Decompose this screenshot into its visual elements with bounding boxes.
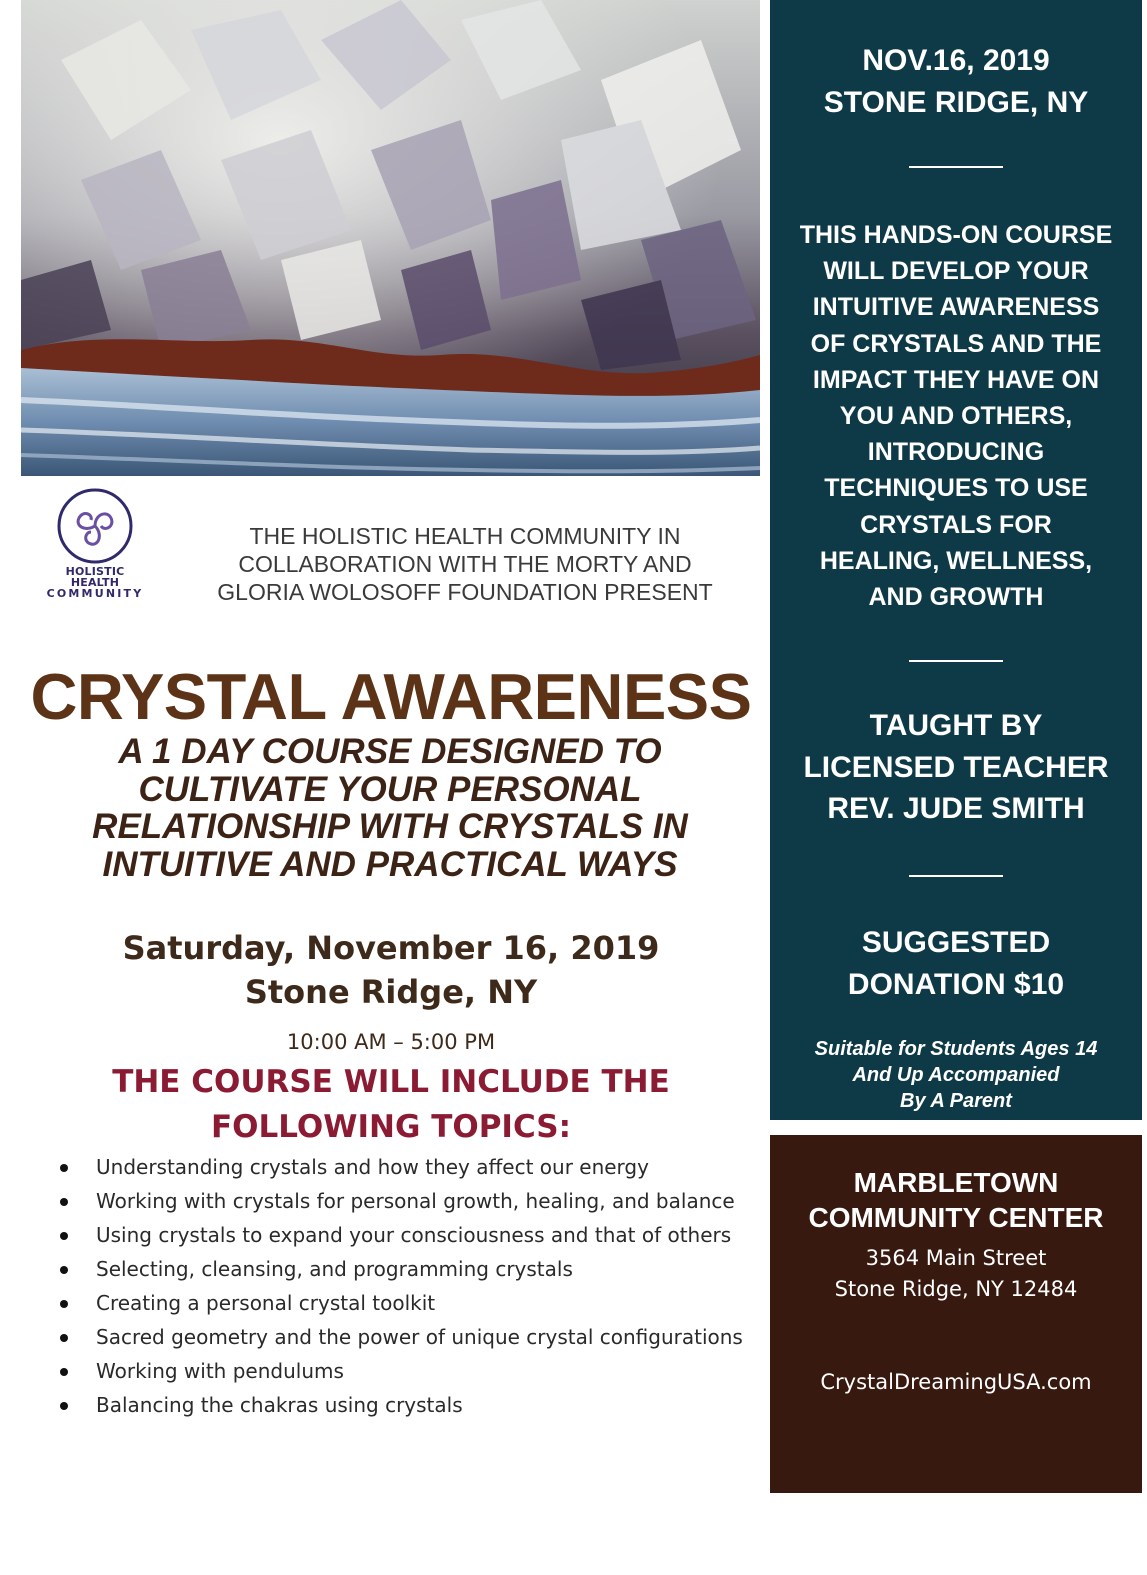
bullet-icon (60, 1334, 68, 1342)
divider (909, 166, 1003, 168)
list-item (56, 1150, 766, 1184)
divider (909, 660, 1003, 662)
presenter-text: THE HOLISTIC HEALTH COMMUNITY IN COLLABORATION WITH THE MORTY AND GLORIA WOLOSOFF FOUNDATION PRESENT (217, 523, 713, 605)
logo-text-line1: HOLISTIC HEALTH (65, 565, 125, 589)
website-link[interactable]: CrystalDreamingUSA.com (820, 1370, 1092, 1394)
event-time: 10:00 AM – 5:00 PM (286, 1030, 496, 1054)
topic-text: Using crystals to expand your consciousness and that of others (96, 1223, 732, 1247)
sidebar-donation: SUGGESTED DONATION $10 (847, 926, 1065, 1001)
crystal-photo (21, 0, 760, 476)
bullet-icon (60, 1300, 68, 1308)
sidebar-suitable: Suitable for Students Ages 14 And Up Accompanied By A Parent (814, 1038, 1098, 1112)
holistic-health-logo (40, 486, 150, 600)
subtitle: A 1 DAY COURSE DESIGNED TO CULTIVATE YOUR PERSONAL RELATIONSHIP WITH CRYSTALS IN INTUITIVE AND PRACTICAL WAYS (92, 732, 688, 884)
event-date: Saturday, November 16, 2019 (122, 929, 660, 967)
list-item (56, 1354, 766, 1388)
sidebar-description: THIS HANDS-ON COURSE WILL DEVELOP YOUR INTUITIVE AWARENESS OF CRYSTALS AND THE IMPACT THEY HAVE ON YOU AND OTHERS, INTRODUCING TECHNIQUES TO USE CRYSTALS FOR HEALING, WELLNESS, AND GROWTH (799, 221, 1113, 612)
sidebar-date-location: NOV.16, 2019 STONE RIDGE, NY (823, 44, 1089, 119)
list-item (56, 1286, 766, 1320)
triskelion-icon (55, 486, 135, 566)
venue-panel (770, 1135, 1142, 1493)
info-sidebar (770, 0, 1142, 1120)
topic-text: Creating a personal crystal toolkit (96, 1291, 436, 1315)
topic-text: Working with crystals for personal growth, healing, and balance (96, 1189, 735, 1213)
divider (909, 875, 1003, 877)
bullet-icon (60, 1198, 68, 1206)
topic-text: Working with pendulums (96, 1359, 344, 1383)
page-title: CRYSTAL AWARENESS (30, 660, 752, 733)
topic-text: Selecting, cleansing, and programming crystals (96, 1257, 573, 1281)
sidebar-teacher: TAUGHT BY LICENSED TEACHER REV. JUDE SMITH (803, 709, 1109, 825)
topic-text: Balancing the chakras using crystals (96, 1393, 463, 1417)
topics-list (56, 1150, 766, 1422)
venue-address: 3564 Main Street Stone Ridge, NY 12484 (834, 1246, 1078, 1301)
venue-name: MARBLETOWN COMMUNITY CENTER (808, 1167, 1104, 1233)
bullet-icon (60, 1164, 68, 1172)
logo-text-line2: COMMUNITY (46, 587, 144, 600)
bullet-icon (60, 1402, 68, 1410)
list-item (56, 1184, 766, 1218)
topics-heading: THE COURSE WILL INCLUDE THE FOLLOWING TOPICS: (112, 1064, 670, 1145)
event-place: Stone Ridge, NY (244, 973, 538, 1011)
bullet-icon (60, 1368, 68, 1376)
list-item (56, 1320, 766, 1354)
topic-text: Sacred geometry and the power of unique crystal configurations (96, 1325, 743, 1349)
topic-text: Understanding crystals and how they affect our energy (96, 1155, 649, 1179)
bullet-icon (60, 1266, 68, 1274)
bullet-icon (60, 1232, 68, 1240)
list-item (56, 1252, 766, 1286)
list-item (56, 1218, 766, 1252)
list-item (56, 1388, 766, 1422)
